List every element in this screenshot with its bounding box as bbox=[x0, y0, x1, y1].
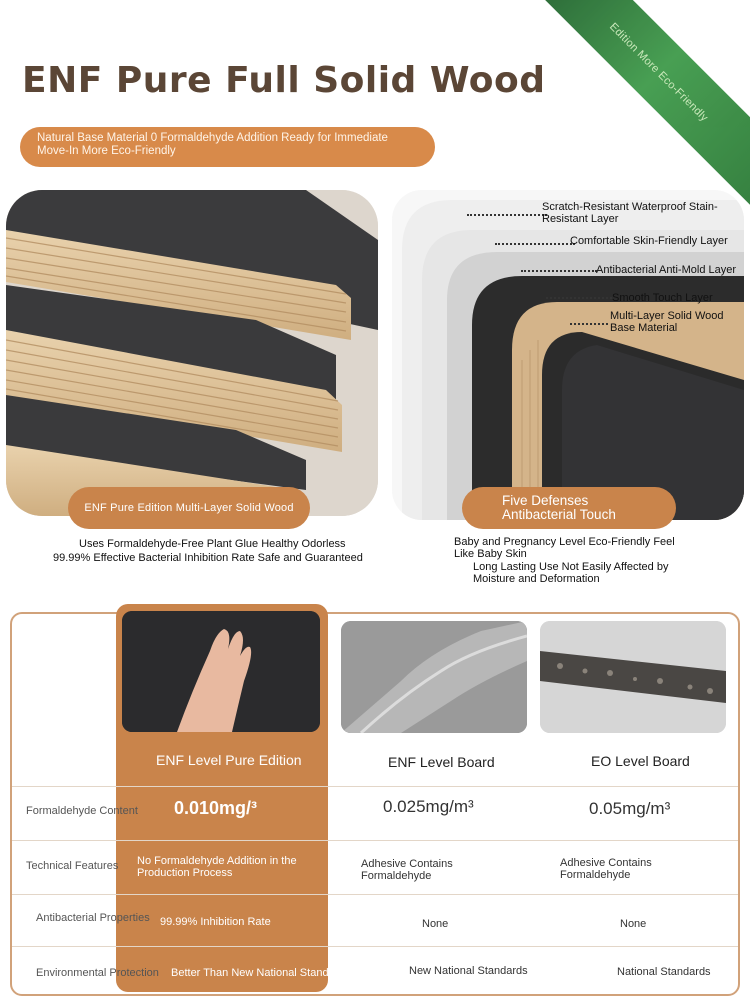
right-note-2: Long Lasting Use Not Easily Affected by Moisture and Deformation bbox=[473, 561, 669, 585]
layer-label-1: Scratch-Resistant Waterproof Stain-Resistant Layer bbox=[542, 201, 718, 225]
row-label-technical: Technical Features bbox=[26, 860, 119, 872]
enf-board-sample-image bbox=[341, 621, 527, 733]
board-caption-pill: ENF Pure Edition Multi-Layer Solid Wood bbox=[68, 487, 310, 529]
page-title: ENF Pure Full Solid Wood bbox=[22, 60, 546, 101]
layer-label-2: Comfortable Skin-Friendly Layer bbox=[570, 235, 728, 247]
leader-line-2 bbox=[495, 243, 575, 245]
intro-banner: Natural Base Material 0 Formaldehyde Addition Ready for Immediate Move-In More Eco-Friendly bbox=[20, 127, 435, 167]
layer-label-4: Smooth Touch Layer bbox=[612, 292, 713, 304]
cell-technical-enf-board: Adhesive Contains Formaldehyde bbox=[361, 858, 453, 882]
column-header-enf-pure: ENF Level Pure Edition bbox=[156, 752, 302, 768]
row-divider bbox=[12, 840, 738, 841]
left-notes bbox=[53, 538, 363, 564]
cell-technical-enf-pure: No Formaldehyde Addition in the Production Process bbox=[137, 855, 297, 879]
ribbon-text: Edition More Eco-Friendly bbox=[606, 20, 711, 125]
row-divider bbox=[12, 786, 738, 787]
row-label-formaldehyde: Formaldehyde Content bbox=[26, 805, 138, 817]
leader-line-3 bbox=[521, 270, 597, 272]
hand-touch-image bbox=[122, 611, 320, 732]
eco-ribbon bbox=[525, 0, 750, 206]
cell-environmental-enf-board: New National Standards bbox=[409, 965, 528, 977]
layer-label-3: Antibacterial Anti-Mold Layer bbox=[596, 264, 737, 276]
column-header-eo-board: EO Level Board bbox=[591, 753, 690, 769]
right-notes bbox=[454, 536, 694, 585]
cell-technical-eo-board: Adhesive Contains Formaldehyde bbox=[560, 857, 652, 881]
cell-formaldehyde-enf-pure: 0.010mg/³ bbox=[174, 798, 258, 818]
row-label-antibacterial: Antibacterial Properties bbox=[36, 912, 150, 924]
eo-board-sample-image bbox=[540, 621, 726, 733]
cell-environmental-eo-board: National Standards bbox=[617, 966, 711, 978]
cell-environmental-enf-pure: Better Than New National Standards bbox=[171, 967, 350, 979]
leader-line-4 bbox=[546, 297, 612, 299]
cell-formaldehyde-eo-board: 0.05mg/m³ bbox=[589, 799, 671, 818]
row-label-environmental: Environmental Protection bbox=[36, 967, 159, 979]
defenses-pill-text: Five Defenses Antibacterial Touch bbox=[502, 493, 616, 522]
cell-antibacterial-eo-board: None bbox=[620, 918, 647, 930]
board-stack-image bbox=[6, 190, 378, 516]
leader-line-5 bbox=[570, 323, 608, 325]
cell-antibacterial-enf-board: None bbox=[422, 918, 449, 930]
row-divider bbox=[12, 894, 738, 895]
layer-label-5: Multi-Layer Solid Wood Base Material bbox=[610, 310, 724, 334]
cell-formaldehyde-enf-board: 0.025mg/m³ bbox=[383, 797, 474, 816]
left-note-1: Uses Formaldehyde-Free Plant Glue Healthy Odorless bbox=[79, 538, 346, 550]
column-header-enf-board: ENF Level Board bbox=[388, 754, 495, 770]
row-divider bbox=[12, 946, 738, 947]
leader-line-1 bbox=[467, 214, 547, 216]
cell-antibacterial-enf-pure: 99.99% Inhibition Rate bbox=[160, 916, 271, 928]
defenses-pill bbox=[462, 487, 676, 529]
right-note-1: Baby and Pregnancy Level Eco-Friendly Feel Like Baby Skin bbox=[454, 536, 675, 560]
left-note-2: 99.99% Effective Bacterial Inhibition Rate Safe and Guaranteed bbox=[53, 552, 363, 564]
